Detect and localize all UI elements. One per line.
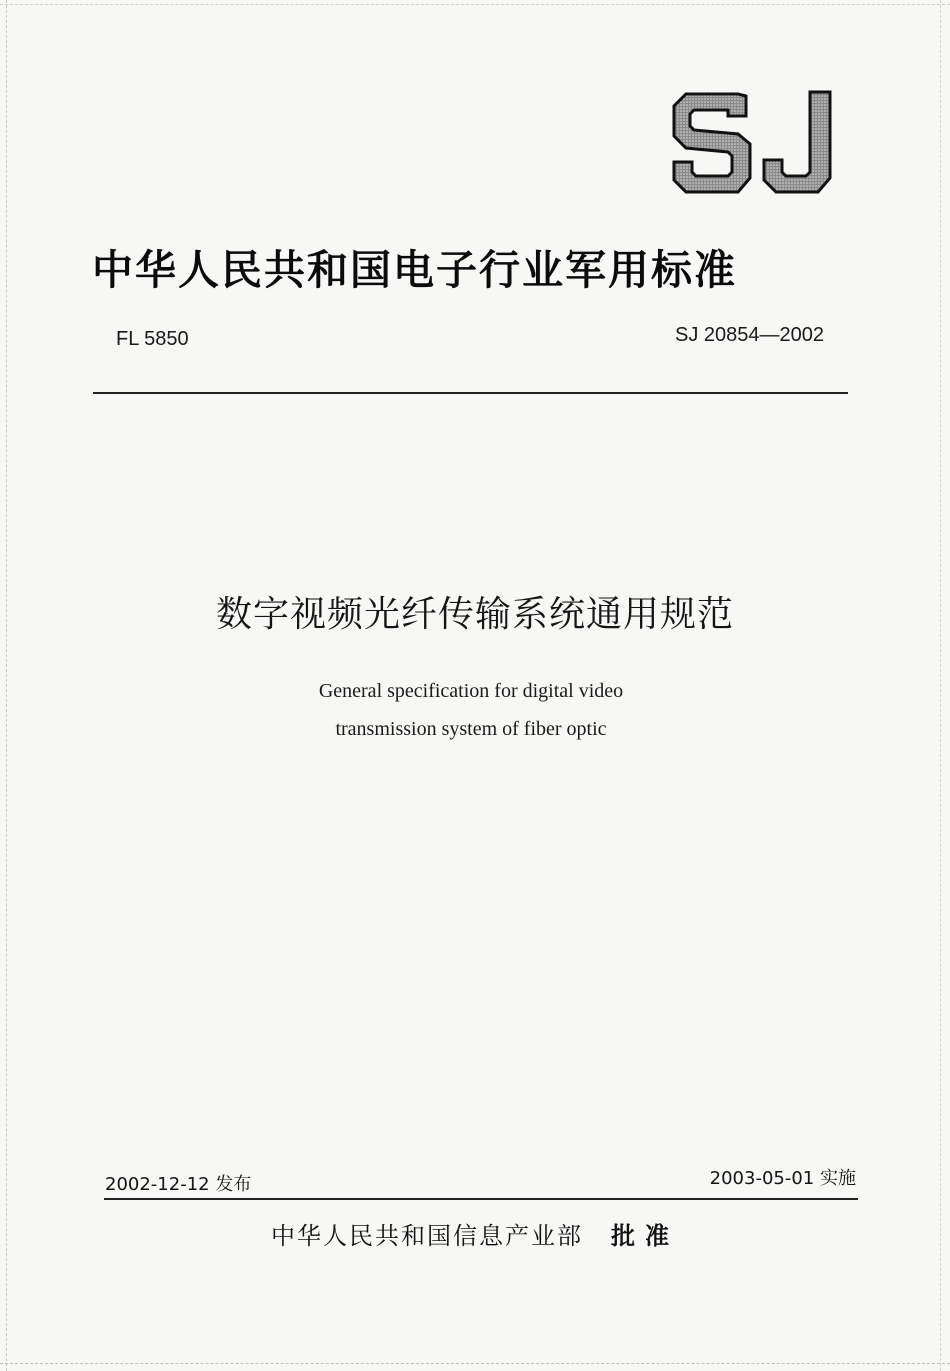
document-title-english (0, 672, 942, 748)
sj-logo-icon (668, 86, 838, 204)
approval-line (0, 1216, 950, 1251)
approving-body: 中华人民共和国信息产业部 (271, 1222, 583, 1250)
english-title-line-2: transmission system of fiber optic (335, 718, 607, 740)
issue-date: 2002-12-12 发布 (105, 1174, 252, 1195)
standard-title: 中华人民共和国电子行业军用标准 (92, 246, 737, 294)
footer-divider (104, 1198, 858, 1200)
header-divider (93, 392, 848, 394)
approval-label: 批准 (611, 1222, 679, 1250)
document-title-chinese: 数字视频光纤传输系统通用规范 (215, 594, 734, 635)
english-title-line-1: General specification for digital video (318, 680, 624, 702)
implementation-date: 2003-05-01 实施 (709, 1168, 856, 1189)
standard-number: SJ 20854—2002 (674, 324, 824, 346)
scan-edge-bottom (0, 1363, 950, 1365)
classification-code: FL 5850 (116, 328, 189, 350)
scan-edge-top (0, 4, 950, 6)
